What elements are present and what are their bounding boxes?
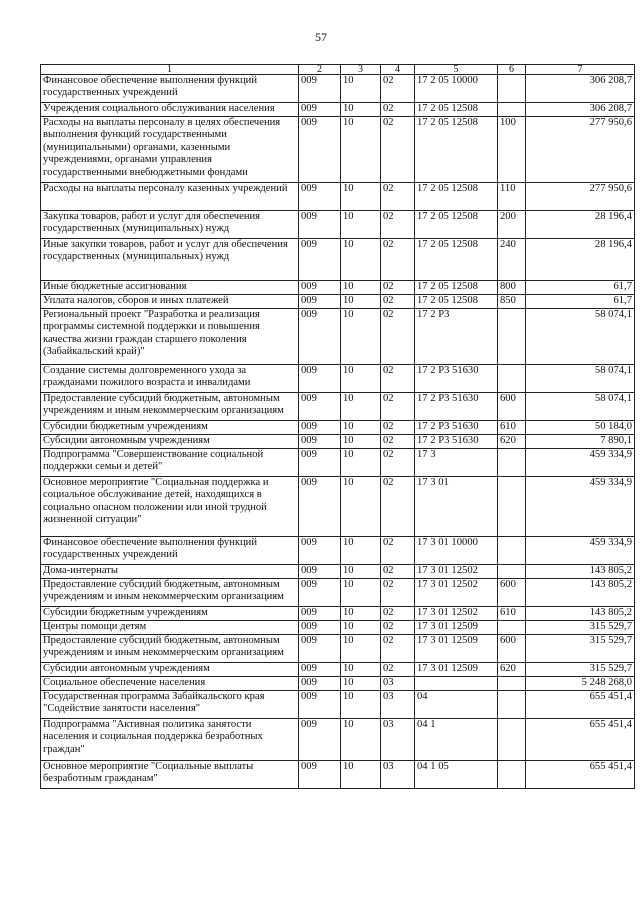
row-admin-code: 009	[299, 117, 341, 183]
row-section: 10	[341, 477, 381, 537]
row-name: Финансовое обеспечение выполнения функций государственных учреждений	[41, 537, 299, 565]
row-target-code: 17 3 01 12502	[415, 579, 498, 607]
row-section: 10	[341, 365, 381, 393]
row-admin-code: 009	[299, 75, 341, 103]
row-amount: 459 334,9	[526, 477, 635, 537]
row-section: 10	[341, 295, 381, 309]
table-row	[41, 117, 635, 183]
row-amount: 143 805,2	[526, 579, 635, 607]
table-row	[41, 309, 635, 365]
row-admin-code: 009	[299, 449, 341, 477]
row-name: Социальное обеспечение населения	[41, 677, 299, 691]
row-admin-code: 009	[299, 435, 341, 449]
row-section: 10	[341, 103, 381, 117]
row-name: Предоставление субсидий бюджетным, автономным учреждениям и иным некоммерческим организациям	[41, 579, 299, 607]
row-name: Дома-интернаты	[41, 565, 299, 579]
table-row	[41, 691, 635, 719]
row-admin-code: 009	[299, 103, 341, 117]
row-subsection: 02	[381, 309, 415, 365]
row-expense-type	[498, 309, 526, 365]
row-section: 10	[341, 621, 381, 635]
page-number: 57	[315, 30, 327, 44]
row-section: 10	[341, 719, 381, 761]
row-expense-type: 200	[498, 211, 526, 239]
table-row	[41, 719, 635, 761]
row-subsection: 02	[381, 295, 415, 309]
row-subsection: 02	[381, 607, 415, 621]
row-section: 10	[341, 663, 381, 677]
row-expense-type: 850	[498, 295, 526, 309]
row-target-code: 17 2 P3 51630	[415, 421, 498, 435]
row-name: Предоставление субсидий бюджетным, автономным учреждениям и иным некоммерческим организациям	[41, 635, 299, 663]
row-subsection: 02	[381, 183, 415, 211]
row-admin-code: 009	[299, 239, 341, 281]
row-section: 10	[341, 635, 381, 663]
table-row	[41, 677, 635, 691]
row-expense-type: 610	[498, 607, 526, 621]
table-row	[41, 75, 635, 103]
row-amount: 315 529,7	[526, 635, 635, 663]
row-name: Уплата налогов, сборов и иных платежей	[41, 295, 299, 309]
row-expense-type: 110	[498, 183, 526, 211]
row-admin-code: 009	[299, 211, 341, 239]
row-target-code: 17 2 P3 51630	[415, 435, 498, 449]
table-row	[41, 477, 635, 537]
row-section: 10	[341, 309, 381, 365]
row-section: 10	[341, 281, 381, 295]
row-target-code: 17 3 01 10000	[415, 537, 498, 565]
table-row	[41, 663, 635, 677]
row-name: Расходы на выплаты персоналу в целях обеспечения выполнения функций государственными (муниципальными) органами, казенными учреждениями, органами управления государственными внебюджетными фондами	[41, 117, 299, 183]
row-name: Закупка товаров, работ и услуг для обеспечения государственных (муниципальных) нужд	[41, 211, 299, 239]
row-name: Расходы на выплаты персоналу казенных учреждений	[41, 183, 299, 211]
row-subsection: 02	[381, 579, 415, 607]
row-admin-code: 009	[299, 421, 341, 435]
row-target-code: 17 3 01	[415, 477, 498, 537]
row-name: Основное мероприятие "Социальная поддержка и социальное обслуживание детей, находящихся в социально опасном положении или иной трудной жизненной ситуации"	[41, 477, 299, 537]
row-section: 10	[341, 239, 381, 281]
table-row	[41, 393, 635, 421]
row-expense-type	[498, 719, 526, 761]
row-expense-type	[498, 537, 526, 565]
row-subsection: 02	[381, 103, 415, 117]
row-target-code: 17 2 05 12508	[415, 183, 498, 211]
row-expense-type: 100	[498, 117, 526, 183]
row-target-code: 17 3 01 12509	[415, 663, 498, 677]
row-section: 10	[341, 761, 381, 789]
budget-table	[40, 64, 635, 789]
row-expense-type: 620	[498, 663, 526, 677]
table-row	[41, 537, 635, 565]
row-amount: 58 074,1	[526, 393, 635, 421]
row-name: Субсидии бюджетным учреждениям	[41, 607, 299, 621]
row-expense-type	[498, 449, 526, 477]
row-section: 10	[341, 565, 381, 579]
row-expense-type: 800	[498, 281, 526, 295]
row-target-code: 17 2 05 12508	[415, 281, 498, 295]
row-section: 10	[341, 75, 381, 103]
table-row	[41, 565, 635, 579]
column-header: 4	[381, 65, 415, 75]
row-amount: 5 248 268,0	[526, 677, 635, 691]
row-amount: 459 334,9	[526, 449, 635, 477]
row-subsection: 03	[381, 691, 415, 719]
row-target-code: 17 2 05 10000	[415, 75, 498, 103]
row-admin-code: 009	[299, 295, 341, 309]
table-row	[41, 621, 635, 635]
row-name: Основное мероприятие "Социальные выплаты безработным гражданам"	[41, 761, 299, 789]
column-header: 6	[498, 65, 526, 75]
row-name: Предоставление субсидий бюджетным, автономным учреждениям и иным некоммерческим организациям	[41, 393, 299, 421]
row-subsection: 02	[381, 435, 415, 449]
row-amount: 459 334,9	[526, 537, 635, 565]
row-amount: 61,7	[526, 295, 635, 309]
row-subsection: 02	[381, 537, 415, 565]
row-amount: 28 196,4	[526, 239, 635, 281]
row-name: Иные закупки товаров, работ и услуг для обеспечения государственных (муниципальных) нужд	[41, 239, 299, 281]
row-target-code: 17 3 01 12502	[415, 607, 498, 621]
row-section: 10	[341, 579, 381, 607]
header-row	[41, 65, 635, 75]
row-section: 10	[341, 393, 381, 421]
row-amount: 655 451,4	[526, 719, 635, 761]
row-subsection: 02	[381, 421, 415, 435]
column-header: 7	[526, 65, 635, 75]
row-amount: 306 208,7	[526, 103, 635, 117]
row-target-code: 17 2 05 12508	[415, 103, 498, 117]
row-name: Субсидии бюджетным учреждениям	[41, 421, 299, 435]
row-subsection: 02	[381, 281, 415, 295]
row-amount: 58 074,1	[526, 365, 635, 393]
table-row	[41, 239, 635, 281]
row-section: 10	[341, 211, 381, 239]
table-row	[41, 761, 635, 789]
row-subsection: 02	[381, 449, 415, 477]
row-name: Финансовое обеспечение выполнения функций государственных учреждений	[41, 75, 299, 103]
row-expense-type	[498, 365, 526, 393]
table-row	[41, 449, 635, 477]
column-header: 1	[41, 65, 299, 75]
row-subsection: 02	[381, 663, 415, 677]
row-subsection: 02	[381, 239, 415, 281]
row-target-code: 17 3 01 12502	[415, 565, 498, 579]
column-header: 5	[415, 65, 498, 75]
row-subsection: 03	[381, 761, 415, 789]
row-amount: 277 950,6	[526, 183, 635, 211]
row-subsection: 02	[381, 635, 415, 663]
row-amount: 50 184,0	[526, 421, 635, 435]
column-header: 3	[341, 65, 381, 75]
row-target-code: 17 2 05 12508	[415, 295, 498, 309]
row-amount: 315 529,7	[526, 621, 635, 635]
row-admin-code: 009	[299, 607, 341, 621]
row-subsection: 02	[381, 211, 415, 239]
row-amount: 655 451,4	[526, 691, 635, 719]
row-name: Государственная программа Забайкальского края "Содействие занятости населения"	[41, 691, 299, 719]
row-section: 10	[341, 537, 381, 565]
row-admin-code: 009	[299, 565, 341, 579]
row-subsection: 03	[381, 719, 415, 761]
row-name: Центры помощи детям	[41, 621, 299, 635]
row-subsection: 02	[381, 477, 415, 537]
row-admin-code: 009	[299, 691, 341, 719]
table-row	[41, 183, 635, 211]
row-section: 10	[341, 691, 381, 719]
row-amount: 277 950,6	[526, 117, 635, 183]
table-row	[41, 421, 635, 435]
row-admin-code: 009	[299, 309, 341, 365]
row-expense-type	[498, 477, 526, 537]
row-amount: 143 805,2	[526, 565, 635, 579]
table-row	[41, 635, 635, 663]
row-expense-type	[498, 103, 526, 117]
row-target-code: 17 2 P3 51630	[415, 393, 498, 421]
row-amount: 7 890,1	[526, 435, 635, 449]
row-admin-code: 009	[299, 761, 341, 789]
row-admin-code: 009	[299, 393, 341, 421]
row-subsection: 02	[381, 565, 415, 579]
row-admin-code: 009	[299, 477, 341, 537]
row-expense-type: 600	[498, 579, 526, 607]
row-name: Субсидии автономным учреждениям	[41, 435, 299, 449]
row-name: Подпрограмма "Активная политика занятости населения и социальная поддержка безработных граждан"	[41, 719, 299, 761]
table-row	[41, 295, 635, 309]
row-target-code: 17 2 P3 51630	[415, 365, 498, 393]
row-amount: 655 451,4	[526, 761, 635, 789]
row-expense-type	[498, 75, 526, 103]
row-target-code: 17 2 05 12508	[415, 211, 498, 239]
row-subsection: 02	[381, 117, 415, 183]
row-target-code: 17 2 05 12508	[415, 239, 498, 281]
row-admin-code: 009	[299, 183, 341, 211]
row-subsection: 02	[381, 365, 415, 393]
row-amount: 28 196,4	[526, 211, 635, 239]
row-amount: 61,7	[526, 281, 635, 295]
row-section: 10	[341, 607, 381, 621]
row-target-code: 04 1 05	[415, 761, 498, 789]
row-expense-type	[498, 761, 526, 789]
row-target-code	[415, 677, 498, 691]
table-row	[41, 365, 635, 393]
table-row	[41, 579, 635, 607]
table-row	[41, 103, 635, 117]
row-target-code: 17 3 01 12509	[415, 635, 498, 663]
row-expense-type: 600	[498, 635, 526, 663]
row-admin-code: 009	[299, 677, 341, 691]
row-name: Учреждения социального обслуживания населения	[41, 103, 299, 117]
row-admin-code: 009	[299, 365, 341, 393]
row-section: 10	[341, 117, 381, 183]
row-subsection: 02	[381, 393, 415, 421]
row-name: Подпрограмма "Совершенствование социальной поддержки семьи и детей"	[41, 449, 299, 477]
row-expense-type	[498, 691, 526, 719]
row-admin-code: 009	[299, 621, 341, 635]
row-expense-type	[498, 621, 526, 635]
row-target-code: 17 2 P3	[415, 309, 498, 365]
row-amount: 306 208,7	[526, 75, 635, 103]
row-expense-type: 240	[498, 239, 526, 281]
row-target-code: 04 1	[415, 719, 498, 761]
row-expense-type	[498, 565, 526, 579]
row-name: Региональный проект "Разработка и реализация программы системной поддержки и повышения качества жизни граждан старшего поколения (Забайкальский край)"	[41, 309, 299, 365]
row-subsection: 03	[381, 677, 415, 691]
table-row	[41, 435, 635, 449]
row-admin-code: 009	[299, 635, 341, 663]
row-admin-code: 009	[299, 663, 341, 677]
row-section: 10	[341, 183, 381, 211]
row-expense-type: 620	[498, 435, 526, 449]
row-expense-type	[498, 677, 526, 691]
row-target-code: 17 2 05 12508	[415, 117, 498, 183]
row-name: Создание системы долговременного ухода за гражданами пожилого возраста и инвалидами	[41, 365, 299, 393]
row-expense-type: 600	[498, 393, 526, 421]
row-section: 10	[341, 421, 381, 435]
row-admin-code: 009	[299, 281, 341, 295]
row-amount: 58 074,1	[526, 309, 635, 365]
row-target-code: 17 3	[415, 449, 498, 477]
row-section: 10	[341, 449, 381, 477]
row-subsection: 02	[381, 621, 415, 635]
row-target-code: 17 3 01 12509	[415, 621, 498, 635]
row-section: 10	[341, 435, 381, 449]
row-admin-code: 009	[299, 579, 341, 607]
table-row	[41, 281, 635, 295]
table-row	[41, 211, 635, 239]
row-admin-code: 009	[299, 719, 341, 761]
column-header: 2	[299, 65, 341, 75]
row-admin-code: 009	[299, 537, 341, 565]
table-row	[41, 607, 635, 621]
row-amount: 315 529,7	[526, 663, 635, 677]
row-section: 10	[341, 677, 381, 691]
row-target-code: 04	[415, 691, 498, 719]
row-name: Иные бюджетные ассигнования	[41, 281, 299, 295]
row-expense-type: 610	[498, 421, 526, 435]
row-amount: 143 805,2	[526, 607, 635, 621]
row-name: Субсидии автономным учреждениям	[41, 663, 299, 677]
row-subsection: 02	[381, 75, 415, 103]
